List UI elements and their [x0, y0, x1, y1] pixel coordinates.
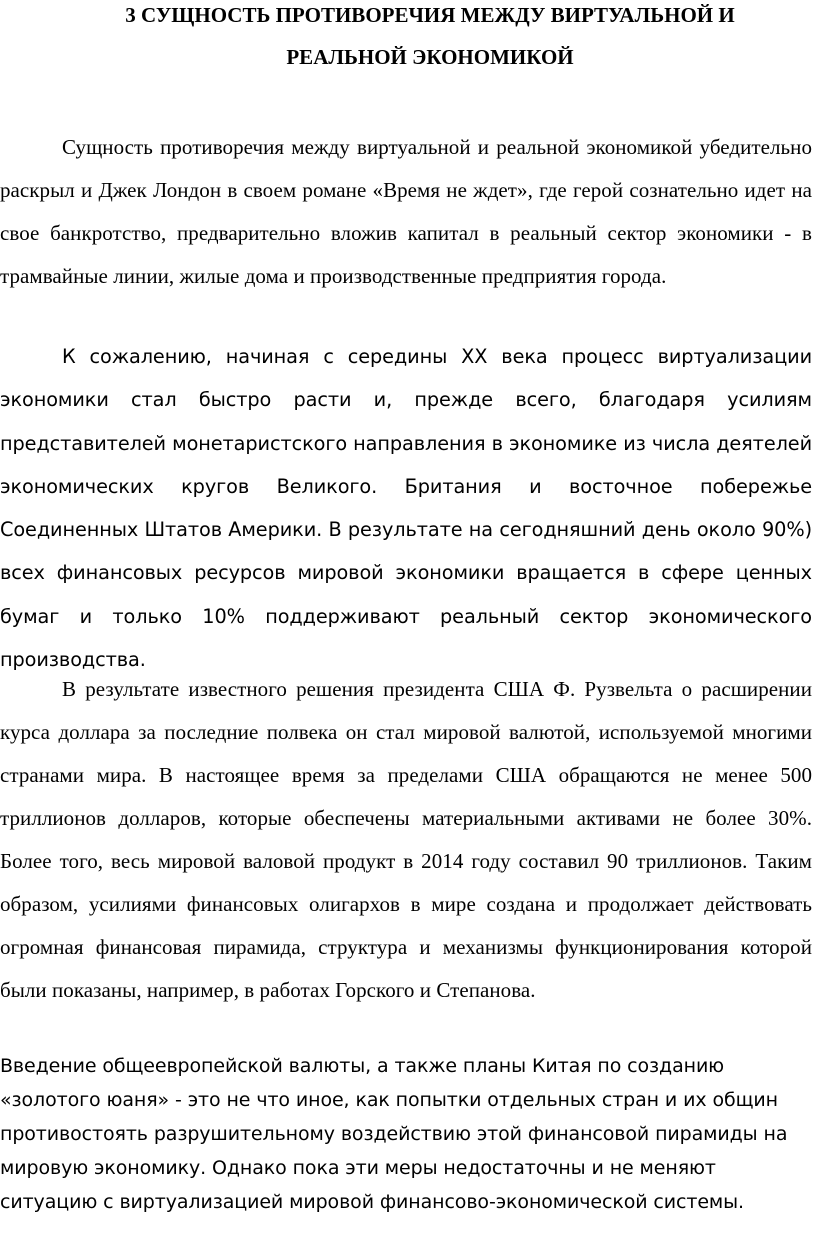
section-title-line-2: РЕАЛЬНОЙ ЭКОНОМИКОЙ	[286, 45, 574, 69]
section-title-line-1: 3 СУЩНОСТЬ ПРОТИВОРЕЧИЯ МЕЖДУ ВИРТУАЛЬНОЙ И	[125, 3, 735, 27]
paragraph-3: В результате известного решения президента США Ф. Рузвельта о расширении курса доллара за последние полвека он стал мировой валютой, используемой многими странами мира. В настоящее время за пределами США обращаются не менее 500 триллионов долларов, которые обеспечены материальными активами не более 30%. Более того, весь мировой валовой продукт в 2014 году составил 90 триллионов. Таким образом, усилиями финансовых олигархов в мире создана и продолжает действовать огромная финансовая пирамида, структура и механизмы функционирования которой были показаны, например, в работах Горского и Степанова.	[0, 677, 812, 1002]
paragraph-1: Сущность противоречия между виртуальной и реальной экономикой убедительно раскрыл и Джек Лондон в своем романе «Время не ждет», где герой сознательно идет на свое банкротство, предварительно вложив капитал в реальный сектор экономики - в трамвайные линии, жилые дома и производственные предприятия города.	[0, 135, 812, 288]
paragraph-2: К сожалению, начиная с середины XX века процесс виртуализации экономики стал быстро расти и, прежде всего, благодаря усилиям представителей монетаристского направления в экономике из числа деятелей экономических кругов Великого. Британия и восточное побережье Соединенных Штатов Америки. В результате на сегодняшний день около 90%) всех финансовых ресурсов мировой экономики вращается в сфере ценных бумаг и только 10% поддерживают реальный сектор экономического производства.	[0, 345, 812, 672]
paragraph-4: Введение общеевропейской валюты, а также планы Китая по созданию «золотого юаня» - это не что иное, как попытки отдельных стран и их общин противостоять разрушительному воздействию этой финансовой пирамиды на мировую экономику. Однако пока эти меры недостаточны и не меняют ситуацию с виртуализацией мировой финансово-экономической системы.	[0, 1055, 788, 1213]
